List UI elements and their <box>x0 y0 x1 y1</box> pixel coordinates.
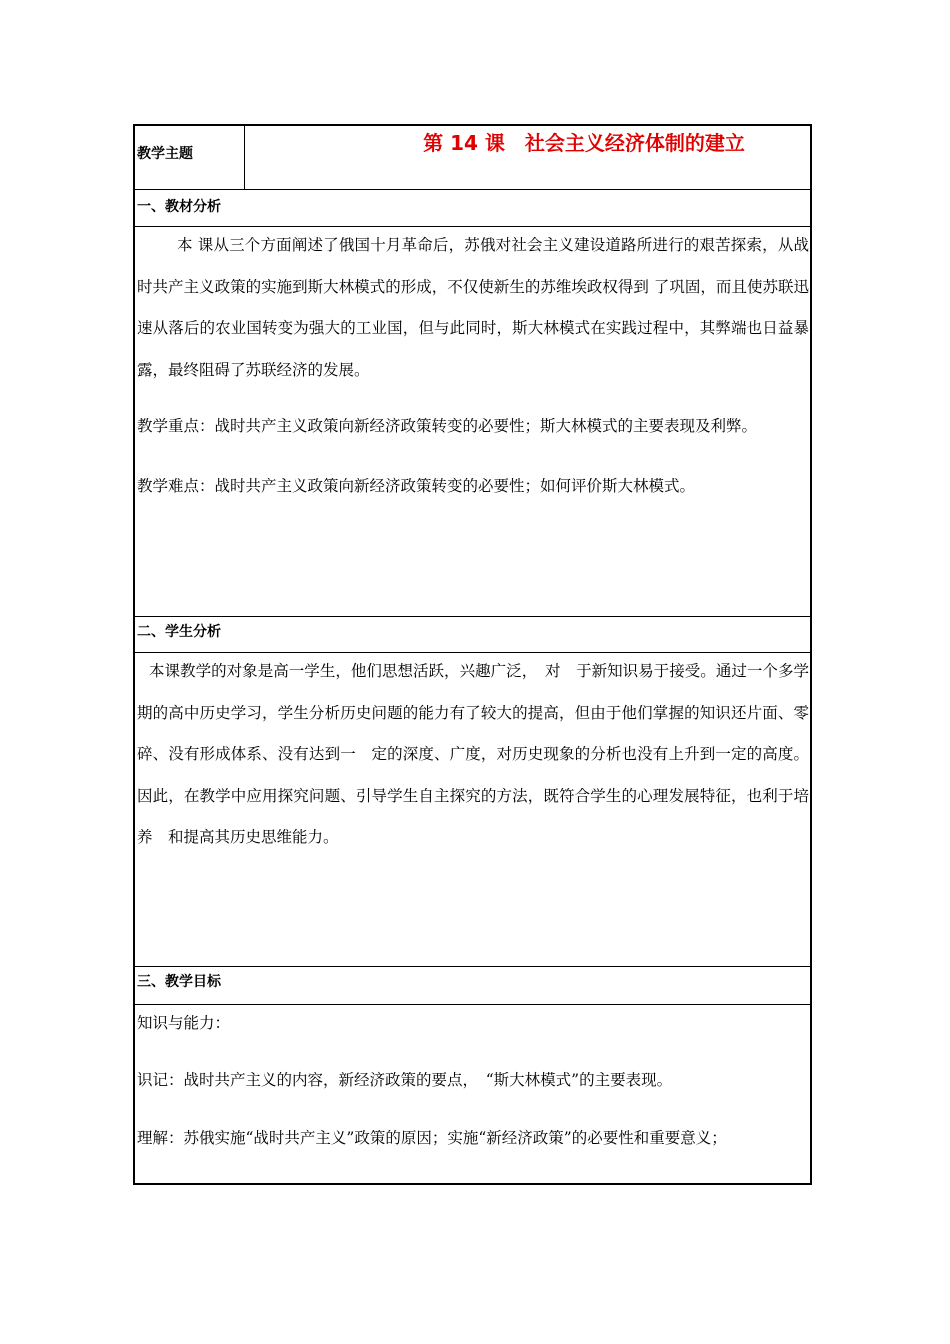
rule-section2-bottom <box>135 966 810 967</box>
understand-goal-text: 理解：苏俄实施“战时共产主义”政策的原因；实施“新经济政策”的必要性和重要意义； <box>137 1129 727 1147</box>
section-heading-teaching-goals: 三、教学目标 <box>137 974 221 990</box>
difficult-points-text: 教学难点：战时共产主义政策向新经济政策转变的必要性；如何评价斯大林模式。 <box>137 477 696 495</box>
section-heading-student-analysis: 二、学生分析 <box>137 624 221 640</box>
student-analysis-paragraph: 本课教学的对象是高一学生，他们思想活跃，兴趣广泛， 对 于新知识易于接受。通过一个多学期的高中历史学习，学生分析历史问题的能力有了较大的提高，但由于他们掌握的知识还片面、零碎、没有形成体系、没有达到一 定的深度、广度，对历史现象的分析也没有上升到一定的高度。因此，在教学中应用探究问题、引导学生自主探究的方法，既符合学生的心理发展特征，也利于培养 和提高其历史思维能力。 <box>137 662 809 846</box>
section-heading-textbook-analysis: 一、教材分析 <box>137 199 221 215</box>
knowledge-ability-label: 知识与能力： <box>137 1014 231 1032</box>
rule-section1-bottom <box>135 616 810 617</box>
rule-header-bottom <box>135 189 810 190</box>
rule-section3-heading-bottom <box>135 1004 810 1005</box>
topic-label: 教学主题 <box>137 146 193 162</box>
textbook-analysis-paragraph: 本 课从三个方面阐述了俄国十月革命后，苏俄对社会主义建设道路所进行的艰苦探索，从战时共产主义政策的实施到斯大林模式的形成，不仅使新生的苏维埃政权得到 了巩固，而且使苏联迅速从落后的农业国转变为强大的工业国，但与此同时，斯大林模式在实践过程中，其弊端也日益暴露，最终阻碍了苏联经济的发展。 <box>137 236 809 379</box>
lesson-title: 第 14 课 社会主义经济体制的建立 <box>423 131 745 155</box>
lesson-plan-table <box>133 124 812 1185</box>
recall-goal-text: 识记：战时共产主义的内容，新经济政策的要点， “斯大林模式”的主要表现。 <box>137 1071 673 1089</box>
key-points-text: 教学重点：战时共产主义政策向新经济政策转变的必要性；斯大林模式的主要表现及利弊。 <box>137 417 758 435</box>
